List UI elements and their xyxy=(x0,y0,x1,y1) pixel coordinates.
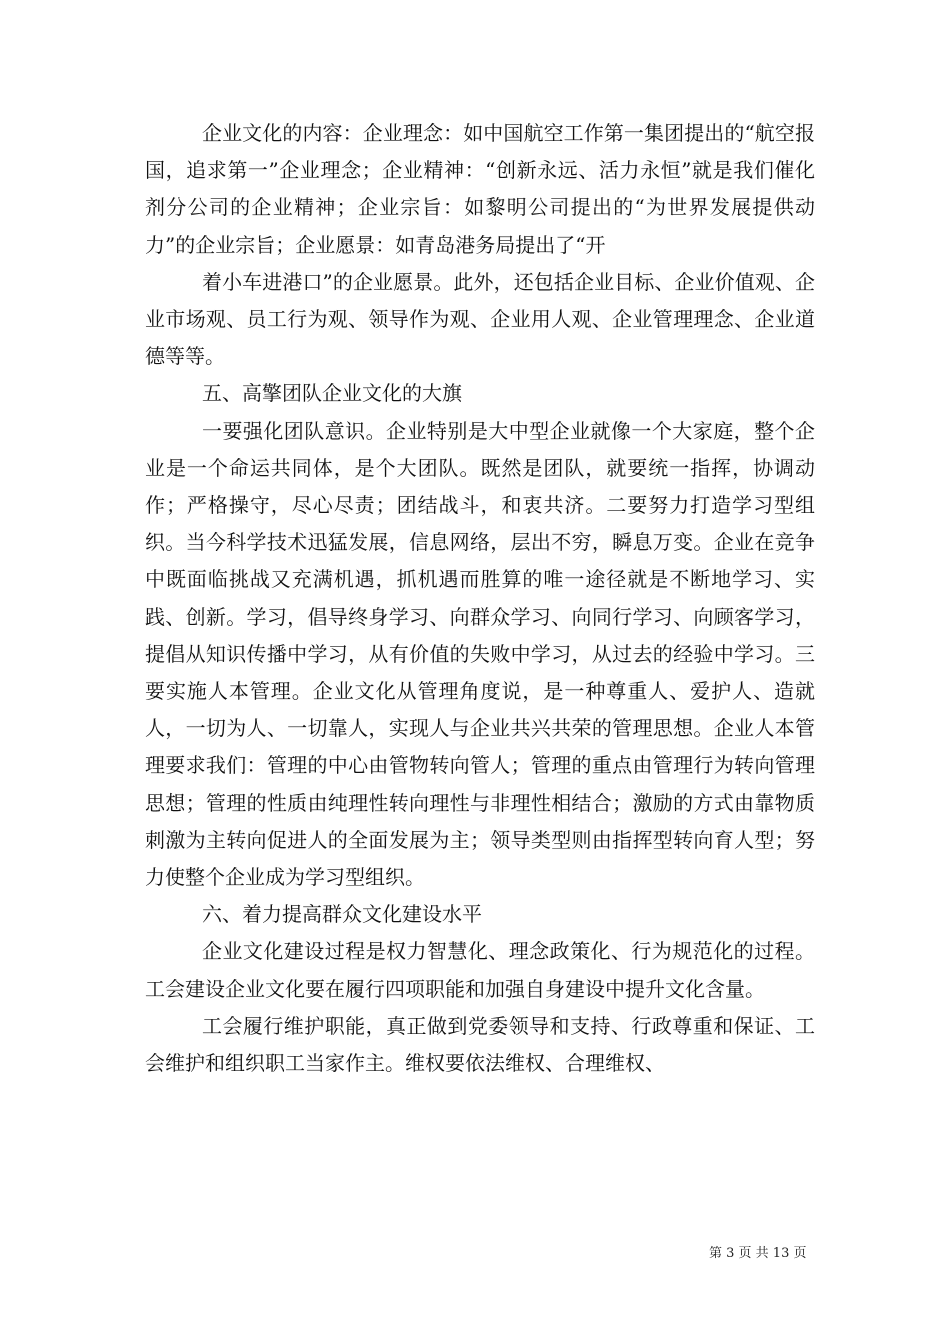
document-body xyxy=(145,115,815,1082)
paragraph-culture-process: 企业文化建设过程是权力智慧化、理念政策化、行为规范化的过程。工会建设企业文化要在履行四项职能和加强自身建设中提升文化含量。 xyxy=(145,939,815,1001)
section-heading-five: 五、高擎团队企业文化的大旗 xyxy=(202,381,462,406)
paragraph-content-continued: 着小车进港口”的企业愿景。此外，还包括企业目标、企业价值观、企业市场观、员工行为观、领导作为观、企业用人观、企业管理理念、企业道德等等。 xyxy=(145,269,815,369)
page-number-footer: 第 3 页 共 13 页 xyxy=(709,1246,807,1261)
paragraph-team-culture: 一要强化团队意识。企业特别是大中型企业就像一个大家庭，整个企业是一个命运共同体，是个大团队。既然是团队，就要统一指挥，协调动作；严格操守，尽心尽责；团结战斗，和衷共济。二要努力打造学习型组织。当今科学技术迅猛发展，信息网络，层出不穷，瞬息万变。企业在竞争中既面临挑战又充满机遇，抓机遇而胜算的唯一途径就是不断地学习、实践、创新。学习，倡导终身学习、向群众学习、向同行学习、向顾客学习，提倡从知识传播中学习，从有价值的失败中学习，从过去的经验中学习。三要实施人本管理。企业文化从管理角度说，是一种尊重人、爱护人、造就人，一切为人、一切靠人，实现人与企业共兴共荣的管理思想。企业人本管理要求我们：管理的中心由管物转向管人；管理的重点由管理行为转向管理思想；管理的性质由纯理性转向理性与非理性相结合；激励的方式由靠物质刺激为主转向促进人的全面发展为主；领导类型则由指挥型转向育人型；努力使整个企业成为学习型组织。 xyxy=(145,418,815,890)
paragraph-union-duty: 工会履行维护职能，真正做到党委领导和支持、行政尊重和保证、工会维护和组织职工当家作主。维权要依法维权、合理维权、 xyxy=(145,1013,815,1076)
paragraph-content-intro: 企业文化的内容：企业理念：如中国航空工作第一集团提出的“航空报国，追求第一”企业理念；企业精神：“创新永远、活力永恒”就是我们催化剂分公司的企业精神；企业宗旨：如黎明公司提出的“为世界发展提供动力”的企业宗旨；企业愿景：如青岛港务局提出了“开 xyxy=(145,121,815,257)
section-heading-six: 六、着力提高群众文化建设水平 xyxy=(202,902,482,927)
